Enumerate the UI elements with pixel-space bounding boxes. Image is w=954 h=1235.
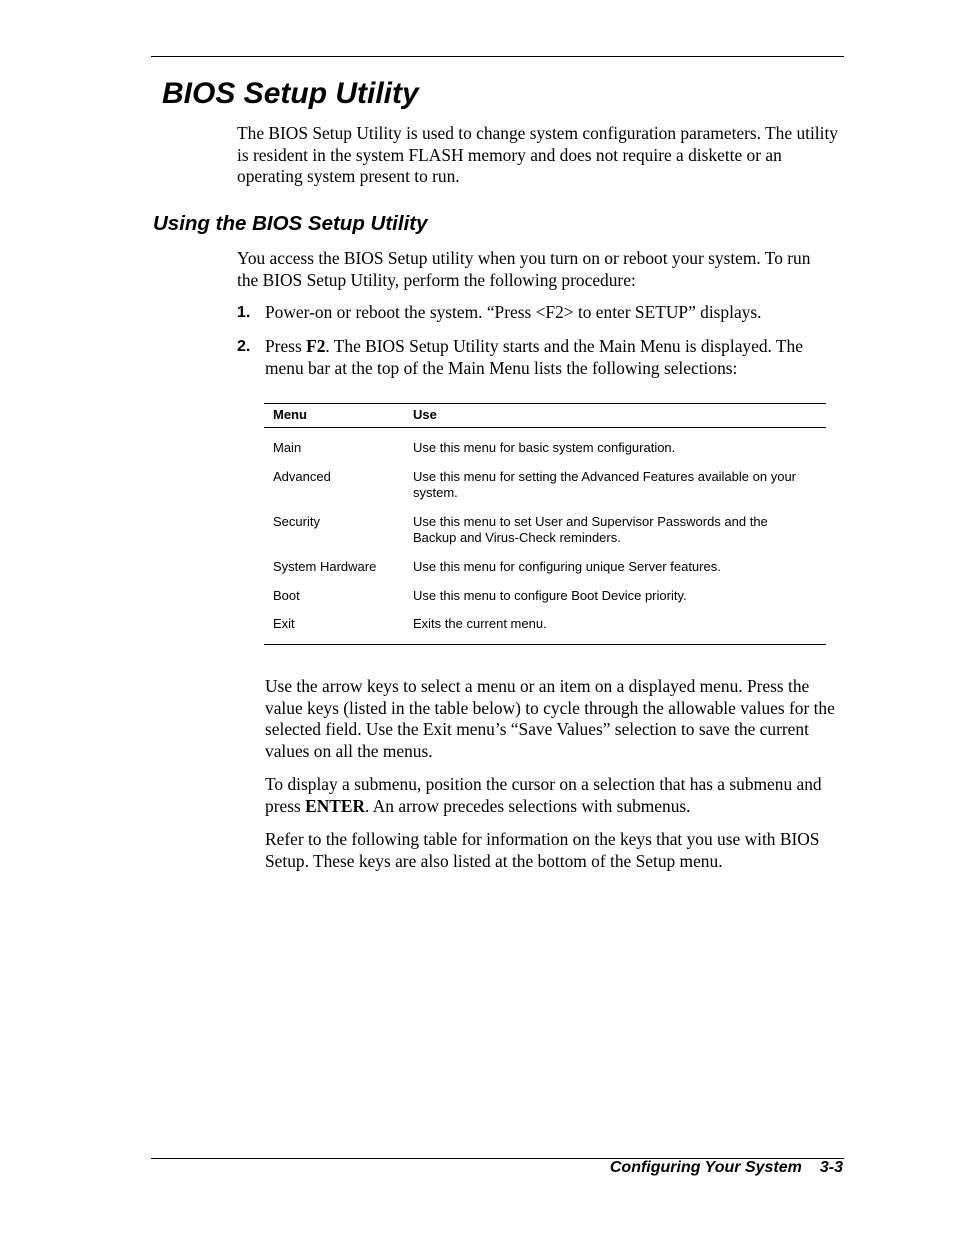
bios-menu-table xyxy=(264,403,826,645)
section-heading: Using the BIOS Setup Utility xyxy=(153,212,428,235)
footer-chapter: Configuring Your System xyxy=(609,1159,802,1176)
step-text-before: Press xyxy=(265,336,307,356)
submenu-paragraph xyxy=(265,774,840,817)
column-header-menu: Menu xyxy=(273,407,307,422)
page-number: 3-3 xyxy=(819,1159,843,1176)
step-text xyxy=(265,336,837,379)
arrow-keys-paragraph: Use the arrow keys to select a menu or an item on a displayed menu. Press the value keys (listed in the table below) to cycle through the allowable values for the selected field. Use the Exit menu’s “Save Values” selection to save the current values on all the menus. xyxy=(265,676,835,762)
use-cell: Use this menu to configure Boot Device priority. xyxy=(413,588,687,603)
submenu-text-before: To display a submenu, position the cursor on a selection that has a submenu and press xyxy=(265,774,822,816)
menu-cell: Boot xyxy=(273,588,300,603)
step-number: 2. xyxy=(237,338,251,355)
menu-cell: Exit xyxy=(273,616,295,631)
use-cell: Use this menu for setting the Advanced Features available on your system. xyxy=(413,469,796,500)
use-cell: Use this menu for basic system configuration. xyxy=(413,440,676,455)
step-number: 1. xyxy=(237,304,251,321)
use-cell: Use this menu for configuring unique Server features. xyxy=(413,559,721,574)
step-1 xyxy=(237,302,837,324)
key-f2: F2 xyxy=(306,336,326,356)
menu-cell: Security xyxy=(273,514,320,529)
menu-cell: Advanced xyxy=(273,469,331,484)
step-text-after: . The BIOS Setup Utility starts and the Main Menu is displayed. The menu bar at the top of the Main Menu lists the following selections: xyxy=(265,336,803,378)
menu-cell: Main xyxy=(273,440,302,455)
submenu-text-after: . An arrow precedes selections with submenus. xyxy=(365,795,691,816)
step-2 xyxy=(237,336,837,379)
use-cell: Exits the current menu. xyxy=(413,616,547,631)
step-text: Power-on or reboot the system. “Press <F2> to enter SETUP” displays. xyxy=(265,302,762,322)
use-cell: Use this menu to set User and Supervisor Passwords and the Backup and Virus-Check reminders. xyxy=(413,514,768,545)
keys-table-paragraph: Refer to the following table for information on the keys that you use with BIOS Setup. These keys are also listed at the bottom of the Setup menu. xyxy=(265,829,820,871)
page-footer xyxy=(610,1158,843,1178)
intro-paragraph: The BIOS Setup Utility is used to change system configuration parameters. The utility is resident in the system FLASH memory and does not require a diskette or an operating system present to run. xyxy=(237,123,838,187)
section-intro-paragraph: You access the BIOS Setup utility when you turn on or reboot your system. To run the BIOS Setup Utility, perform the following procedure: xyxy=(237,248,811,290)
header-rule xyxy=(151,56,844,57)
table-header xyxy=(264,404,826,428)
page-title: BIOS Setup Utility xyxy=(162,77,419,110)
column-header-use: Use xyxy=(413,407,437,422)
menu-cell: System Hardware xyxy=(273,559,377,574)
key-enter: ENTER xyxy=(305,795,366,816)
